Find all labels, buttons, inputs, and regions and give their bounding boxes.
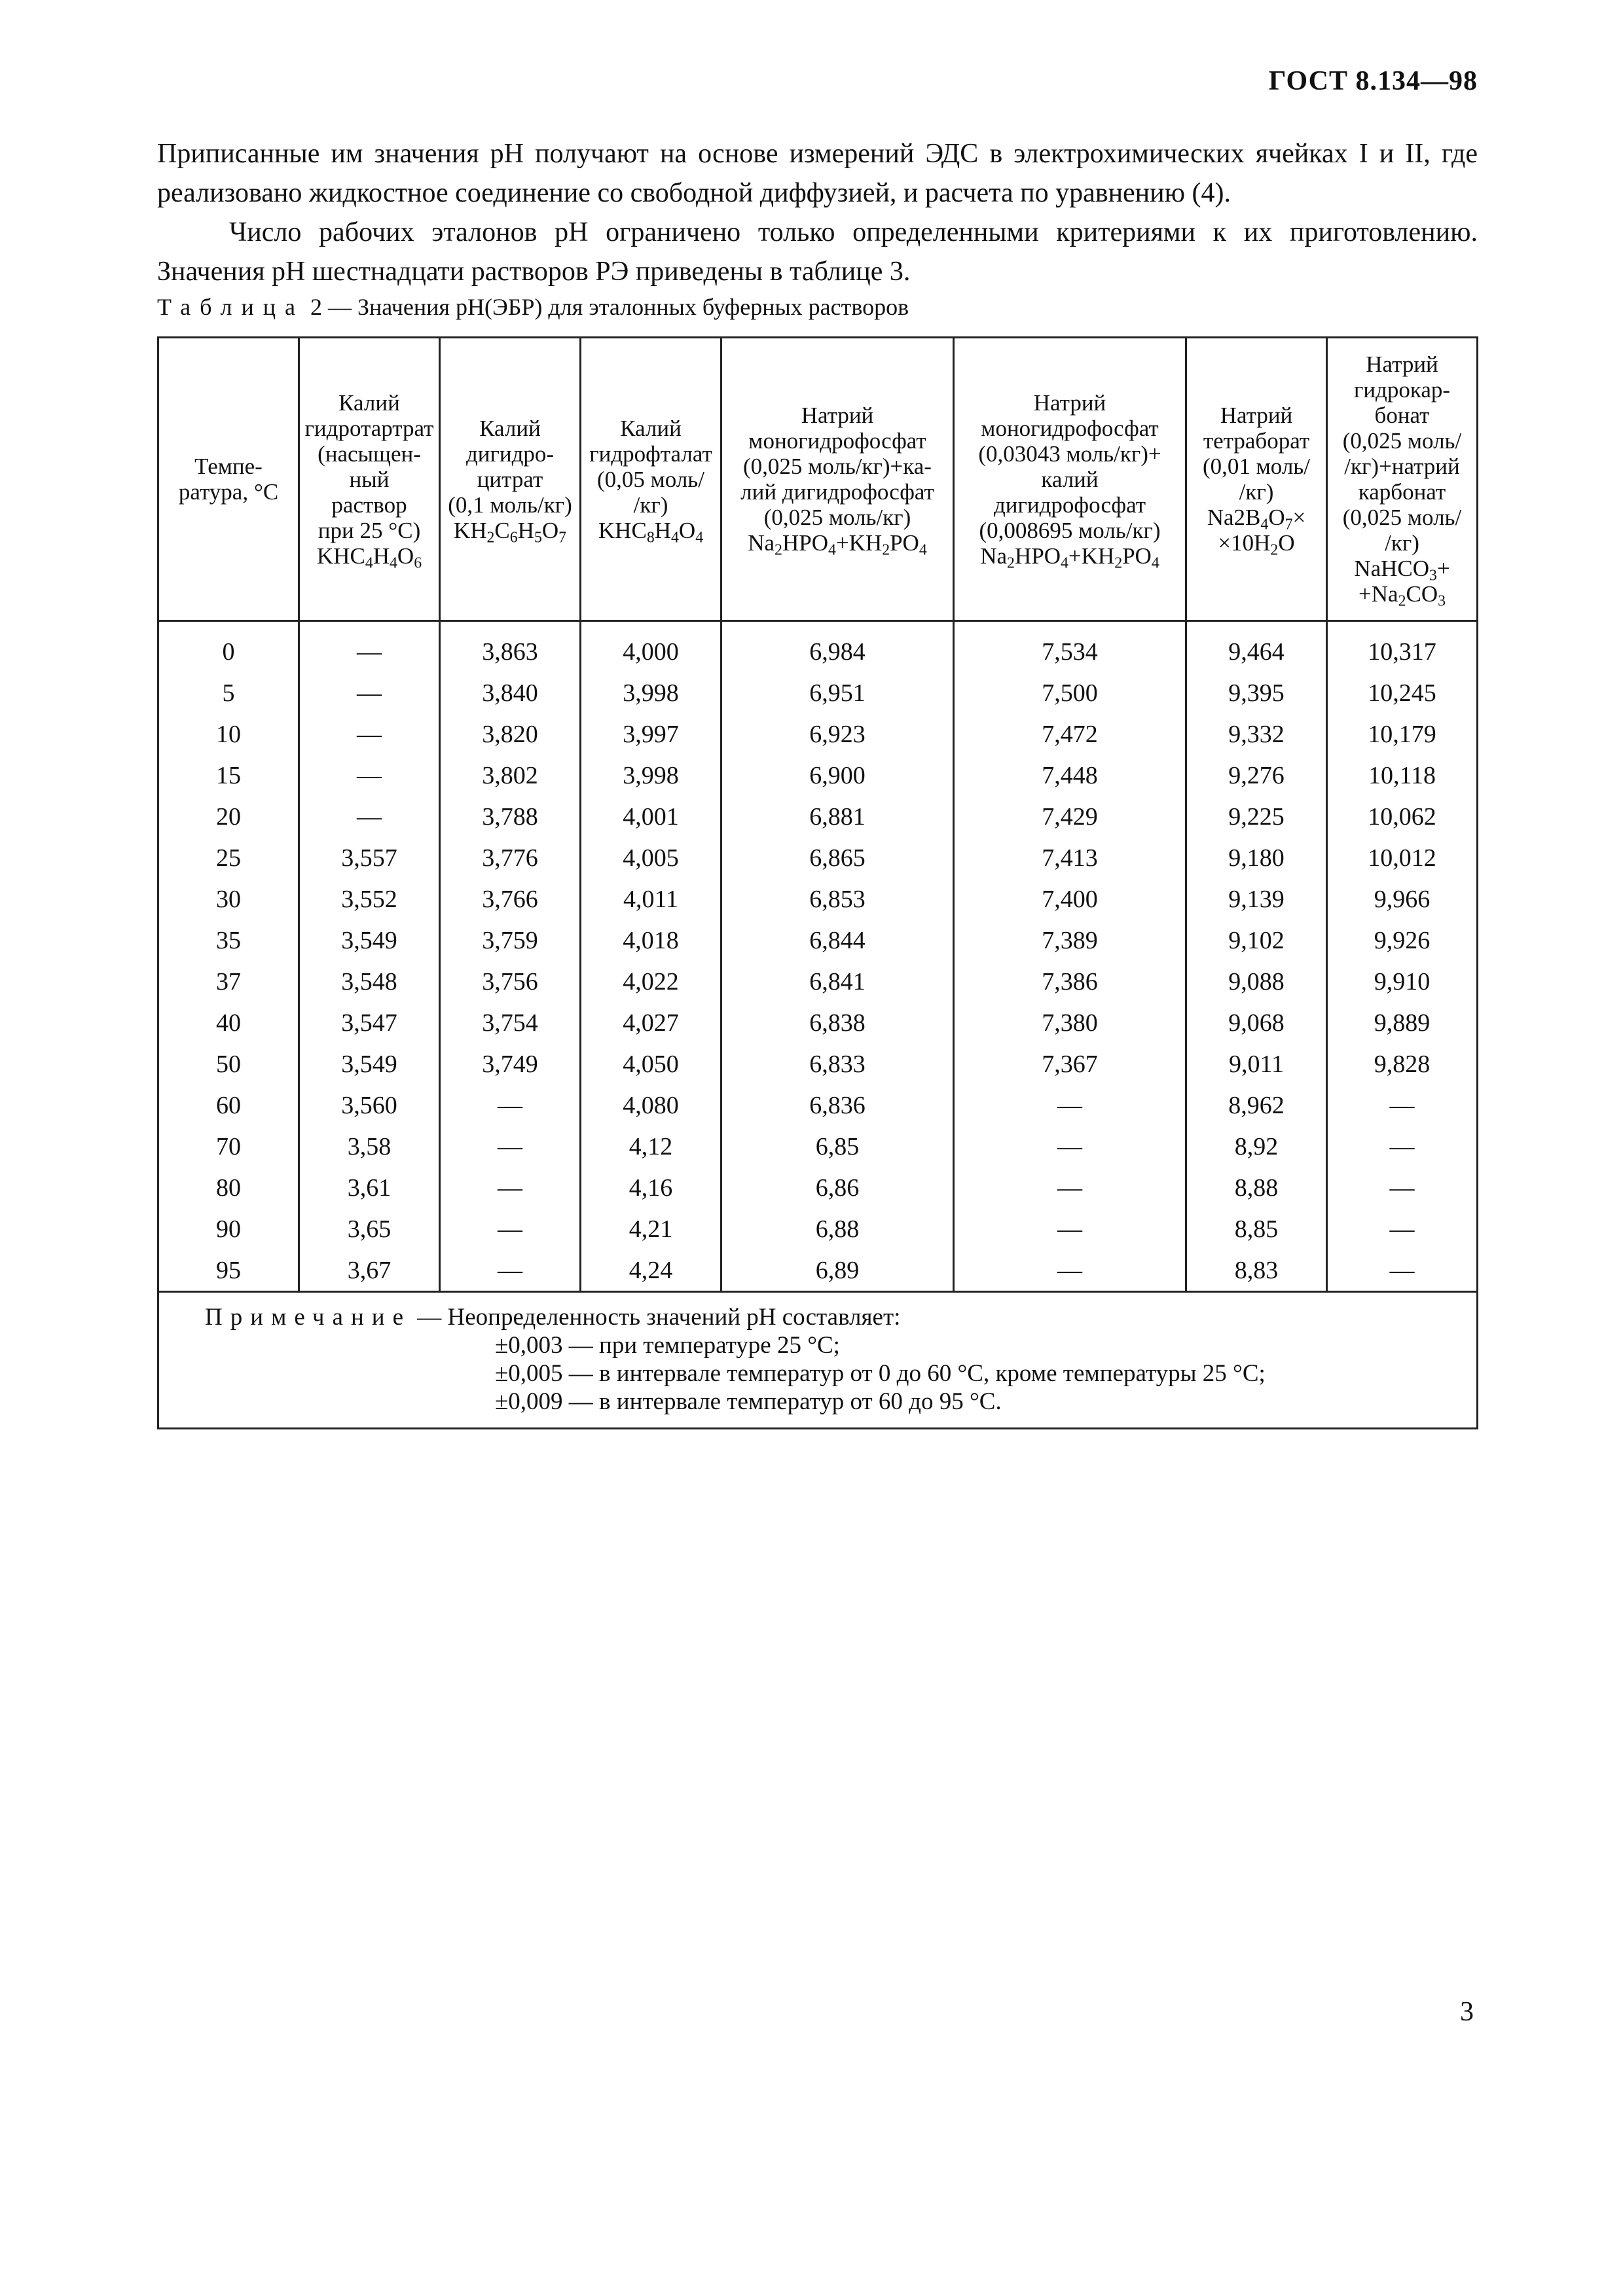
header-line: при 25 °С) <box>318 517 421 543</box>
header-line: лий дигидрофосфат <box>740 479 934 505</box>
table-cell: 9,011 <box>1186 1043 1327 1085</box>
table-cell: 4,050 <box>581 1043 721 1085</box>
table-cell: 9,225 <box>1186 796 1327 837</box>
header-line: (0,05 моль/ <box>597 466 704 492</box>
header-line: тетраборат <box>1203 428 1310 454</box>
table-cell: 3,759 <box>440 920 581 961</box>
table-cell: 20 <box>158 796 299 837</box>
table-cell: 3,560 <box>299 1085 440 1126</box>
header-line: карбонат <box>1358 479 1446 505</box>
table-cell: 7,389 <box>954 920 1186 961</box>
table-cell: 10,012 <box>1327 837 1478 878</box>
table-cell: 8,92 <box>1186 1126 1327 1167</box>
column-header <box>1327 338 1478 621</box>
table-cell: — <box>440 1208 581 1249</box>
table-cell: 3,756 <box>440 961 581 1002</box>
header-line: раствор <box>331 492 407 518</box>
note-line: ±0,003 — при температуре 25 °С; <box>495 1332 840 1359</box>
table-cell: 3,67 <box>299 1249 440 1292</box>
note-intro: — Неопределенность значений pH составляет: <box>411 1304 901 1331</box>
table-row <box>158 1208 1478 1249</box>
table-cell: 9,180 <box>1186 837 1327 878</box>
table-cell: — <box>299 713 440 755</box>
table-cell: 37 <box>158 961 299 1002</box>
table-cell: 3,547 <box>299 1002 440 1043</box>
table-cell: 3,548 <box>299 961 440 1002</box>
table-cell: 3,840 <box>440 672 581 713</box>
table-cell: — <box>1327 1208 1478 1249</box>
note-label: Примечание <box>205 1304 411 1331</box>
table-cell: 10,062 <box>1327 796 1478 837</box>
table-cell: 4,011 <box>581 878 721 920</box>
header-line: /кг) <box>1385 530 1419 556</box>
table-cell: 7,380 <box>954 1002 1186 1043</box>
table-cell: — <box>954 1126 1186 1167</box>
table-cell: 15 <box>158 755 299 796</box>
table-cell: 6,951 <box>721 672 954 713</box>
table-cell: 9,828 <box>1327 1043 1478 1085</box>
table-cell: 6,836 <box>721 1085 954 1126</box>
table-cell: 3,802 <box>440 755 581 796</box>
table-cell: — <box>440 1249 581 1292</box>
table-cell: — <box>440 1126 581 1167</box>
table-cell: 8,83 <box>1186 1249 1327 1292</box>
table-cell: 30 <box>158 878 299 920</box>
header-line: гидрокар- <box>1353 377 1451 403</box>
table-cell: 80 <box>158 1167 299 1208</box>
table-cell: 9,926 <box>1327 920 1478 961</box>
column-header <box>581 338 721 621</box>
table-cell: 4,000 <box>581 621 721 673</box>
table-row <box>158 878 1478 920</box>
column-header <box>158 338 299 621</box>
table-row <box>158 1167 1478 1208</box>
column-header <box>440 338 581 621</box>
header-line: гидротартрат <box>304 415 434 441</box>
table-header-row <box>158 338 1478 621</box>
table-row <box>158 920 1478 961</box>
table-cell: 6,88 <box>721 1208 954 1249</box>
table-cell: — <box>299 672 440 713</box>
table-row <box>158 961 1478 1002</box>
table-cell: 7,367 <box>954 1043 1186 1085</box>
table-cell: 8,85 <box>1186 1208 1327 1249</box>
column-header <box>299 338 440 621</box>
header-line: калий <box>1041 466 1099 492</box>
table-body <box>158 621 1478 1429</box>
table-cell: 7,429 <box>954 796 1186 837</box>
header-line: (0,025 моль/ <box>1342 505 1462 530</box>
table-cell: 4,21 <box>581 1208 721 1249</box>
table-note <box>158 1292 1478 1429</box>
buffer-ph-table <box>157 336 1478 1429</box>
header-line: Натрий <box>1033 389 1106 416</box>
table-cell: — <box>299 755 440 796</box>
table-cell: 35 <box>158 920 299 961</box>
table-cell: 3,65 <box>299 1208 440 1249</box>
column-header <box>1186 338 1327 621</box>
table-cell: 90 <box>158 1208 299 1249</box>
table-cell: — <box>1327 1126 1478 1167</box>
table-cell: 7,472 <box>954 713 1186 755</box>
table-cell: 9,088 <box>1186 961 1327 1002</box>
table-cell: 3,552 <box>299 878 440 920</box>
paragraph: Число рабочих эталонов pH ограничено только определенными критериями к их приготовлению. Значения pH шестнадцати растворов РЭ приведены в таблице 3. <box>157 217 1478 287</box>
table-cell: 3,820 <box>440 713 581 755</box>
header-line: (0,01 моль/ <box>1203 454 1310 479</box>
header-line: цитрат <box>477 466 543 492</box>
header-line: (0,008695 моль/кг) <box>979 517 1161 543</box>
paragraph: Приписанные им значения pH получают на основе измерений ЭДС в электрохимических ячейках I и II, где реализовано жидкостное соединение со свободной диффузией, и расчета по уравнению (4). <box>157 139 1478 208</box>
table-row <box>158 1249 1478 1292</box>
table-cell: 4,005 <box>581 837 721 878</box>
header-formula: NaHCO$_3$+ <box>1354 556 1450 584</box>
header-line: моногидрофосфат <box>748 428 926 454</box>
header-line: (0,025 моль/кг) <box>763 505 911 530</box>
header-formula: $+Na_2CO_3$ <box>1359 581 1446 610</box>
table-cell: 3,61 <box>299 1167 440 1208</box>
table-cell: 6,833 <box>721 1043 954 1085</box>
table-cell: 9,276 <box>1186 755 1327 796</box>
body-text <box>157 134 1478 291</box>
table-cell: — <box>299 621 440 673</box>
table-cell: 10,118 <box>1327 755 1478 796</box>
table-note-row <box>158 1292 1478 1429</box>
table-cell: 4,080 <box>581 1085 721 1126</box>
table-row <box>158 1043 1478 1085</box>
header-formula: $KHC_8H_4O_4$ <box>598 517 704 547</box>
table-cell: 6,85 <box>721 1126 954 1167</box>
header-formula: $Na_2HPO_4+KH_2PO_4$ <box>748 530 927 559</box>
table-cell: 7,500 <box>954 672 1186 713</box>
table-cell: 95 <box>158 1249 299 1292</box>
header-line: моногидрофосфат <box>981 415 1159 441</box>
table-cell: 3,863 <box>440 621 581 673</box>
table-cell: — <box>954 1249 1186 1292</box>
table-cell: 6,881 <box>721 796 954 837</box>
table-cell: 9,889 <box>1327 1002 1478 1043</box>
table-cell: 3,997 <box>581 713 721 755</box>
table-cell: 3,766 <box>440 878 581 920</box>
table-cell: 4,12 <box>581 1126 721 1167</box>
note-line: ±0,009 — в интервале температур от 60 до 95 °С. <box>495 1388 1002 1415</box>
table-cell: 0 <box>158 621 299 673</box>
table-cell: 6,86 <box>721 1167 954 1208</box>
header-formula: $Na2B_4O_7\times$ <box>1207 505 1306 533</box>
note-line: ±0,005 — в интервале температур от 0 до 60 °С, кроме температуры 25 °С; <box>495 1360 1266 1387</box>
table-row <box>158 1126 1478 1167</box>
header-line: дигидро- <box>465 440 555 467</box>
table-cell: 50 <box>158 1043 299 1085</box>
table-cell: 4,24 <box>581 1249 721 1292</box>
table-cell: 6,844 <box>721 920 954 961</box>
header-line: Калий <box>338 389 400 416</box>
table-cell: 10 <box>158 713 299 755</box>
table-cell: 4,022 <box>581 961 721 1002</box>
header-line: Темпе- <box>194 454 263 479</box>
table-row <box>158 1002 1478 1043</box>
table-cell: 7,413 <box>954 837 1186 878</box>
table-cell: 7,400 <box>954 878 1186 920</box>
header-line: Калий <box>479 415 541 441</box>
table-cell: 3,998 <box>581 672 721 713</box>
table-caption <box>157 293 909 321</box>
header-line: (0,03043 моль/кг)+ <box>978 440 1161 467</box>
table-cell: 7,534 <box>954 621 1186 673</box>
table-cell: 6,900 <box>721 755 954 796</box>
table-cell: 6,89 <box>721 1249 954 1292</box>
table-cell: 9,332 <box>1186 713 1327 755</box>
header-line: Калий <box>620 415 682 441</box>
header-formula: $KH_2C_6H_5O_7$ <box>453 517 567 547</box>
header-line: ратура, °С <box>178 479 279 505</box>
table-cell: 9,464 <box>1186 621 1327 673</box>
table-cell: 9,139 <box>1186 878 1327 920</box>
table-cell: 9,966 <box>1327 878 1478 920</box>
table-cell: 10,245 <box>1327 672 1478 713</box>
table-row <box>158 621 1478 673</box>
table-cell: 3,749 <box>440 1043 581 1085</box>
table-cell: 5 <box>158 672 299 713</box>
table-cell: 7,448 <box>954 755 1186 796</box>
header-line: (0,025 моль/кг)+ка- <box>743 454 932 479</box>
column-header <box>721 338 954 621</box>
header-line: (0,1 моль/кг) <box>448 492 572 518</box>
table-cell: 3,549 <box>299 1043 440 1085</box>
header-line: Натрий <box>1366 351 1438 377</box>
table-cell: 3,549 <box>299 920 440 961</box>
table-cell: 8,88 <box>1186 1167 1327 1208</box>
table-cell: 3,776 <box>440 837 581 878</box>
table-cell: — <box>954 1085 1186 1126</box>
table-cell: 4,018 <box>581 920 721 961</box>
table-cell: 8,962 <box>1186 1085 1327 1126</box>
header-formula: $Na_2HPO_4+KH_2PO_4$ <box>980 543 1159 572</box>
page-number: 3 <box>1460 1997 1474 2027</box>
table-row <box>158 755 1478 796</box>
table-cell: — <box>1327 1249 1478 1292</box>
header-line: гидрофталат <box>589 440 712 467</box>
header-line: /кг) <box>633 492 668 518</box>
table-cell: 9,068 <box>1186 1002 1327 1043</box>
header-line: (0,025 моль/ <box>1342 428 1462 454</box>
table-cell: 6,984 <box>721 621 954 673</box>
table-cell: 9,910 <box>1327 961 1478 1002</box>
table-cell: 60 <box>158 1085 299 1126</box>
header-line: /кг) <box>1239 479 1274 505</box>
table-cell: — <box>440 1085 581 1126</box>
table-cell: 40 <box>158 1002 299 1043</box>
table-cell: 6,923 <box>721 713 954 755</box>
table-cell: 6,841 <box>721 961 954 1002</box>
table-row <box>158 672 1478 713</box>
table-cell: 4,16 <box>581 1167 721 1208</box>
table-cell: 3,998 <box>581 755 721 796</box>
table-cell: 9,395 <box>1186 672 1327 713</box>
header-line: Натрий <box>1220 403 1293 428</box>
header-line: ный <box>349 466 390 492</box>
header-formula: $\times 10H_2O$ <box>1218 530 1295 559</box>
table-cell: 7,386 <box>954 961 1186 1002</box>
table-row <box>158 837 1478 878</box>
standard-code: ГОСТ 8.134—98 <box>1268 66 1478 96</box>
table-cell: — <box>440 1167 581 1208</box>
column-header <box>954 338 1186 621</box>
table-cell: 70 <box>158 1126 299 1167</box>
table-cell: 3,788 <box>440 796 581 837</box>
table-cell: 3,58 <box>299 1126 440 1167</box>
table-row <box>158 1085 1478 1126</box>
table-cell: 3,754 <box>440 1002 581 1043</box>
table-cell: 4,001 <box>581 796 721 837</box>
table-cell: 6,865 <box>721 837 954 878</box>
table-cell: 6,838 <box>721 1002 954 1043</box>
table-cell: 10,317 <box>1327 621 1478 673</box>
table-cell: 9,102 <box>1186 920 1327 961</box>
table-row <box>158 713 1478 755</box>
table-cell: — <box>954 1167 1186 1208</box>
header-line: (насыщен- <box>318 440 421 467</box>
table-cell: 3,557 <box>299 837 440 878</box>
table-cell: — <box>299 796 440 837</box>
table-cell: — <box>954 1208 1186 1249</box>
header-line: /кг)+натрий <box>1344 454 1460 479</box>
header-formula: $KHC_4H_4O_6$ <box>316 543 422 572</box>
header-line: Натрий <box>801 403 874 428</box>
table-cell: 6,853 <box>721 878 954 920</box>
table-caption-label: Таблица <box>157 294 304 320</box>
table-cell: — <box>1327 1085 1478 1126</box>
table-cell: 4,027 <box>581 1002 721 1043</box>
note-intro-line <box>205 1303 1476 1331</box>
table-cell: 25 <box>158 837 299 878</box>
header-line: бонат <box>1374 403 1430 428</box>
table-cell: — <box>1327 1167 1478 1208</box>
table-cell: 10,179 <box>1327 713 1478 755</box>
table-row <box>158 796 1478 837</box>
table-caption-text: 2 — Значения pH(ЭБР) для эталонных буферных растворов <box>304 294 909 320</box>
header-line: дигидрофосфат <box>993 492 1146 518</box>
